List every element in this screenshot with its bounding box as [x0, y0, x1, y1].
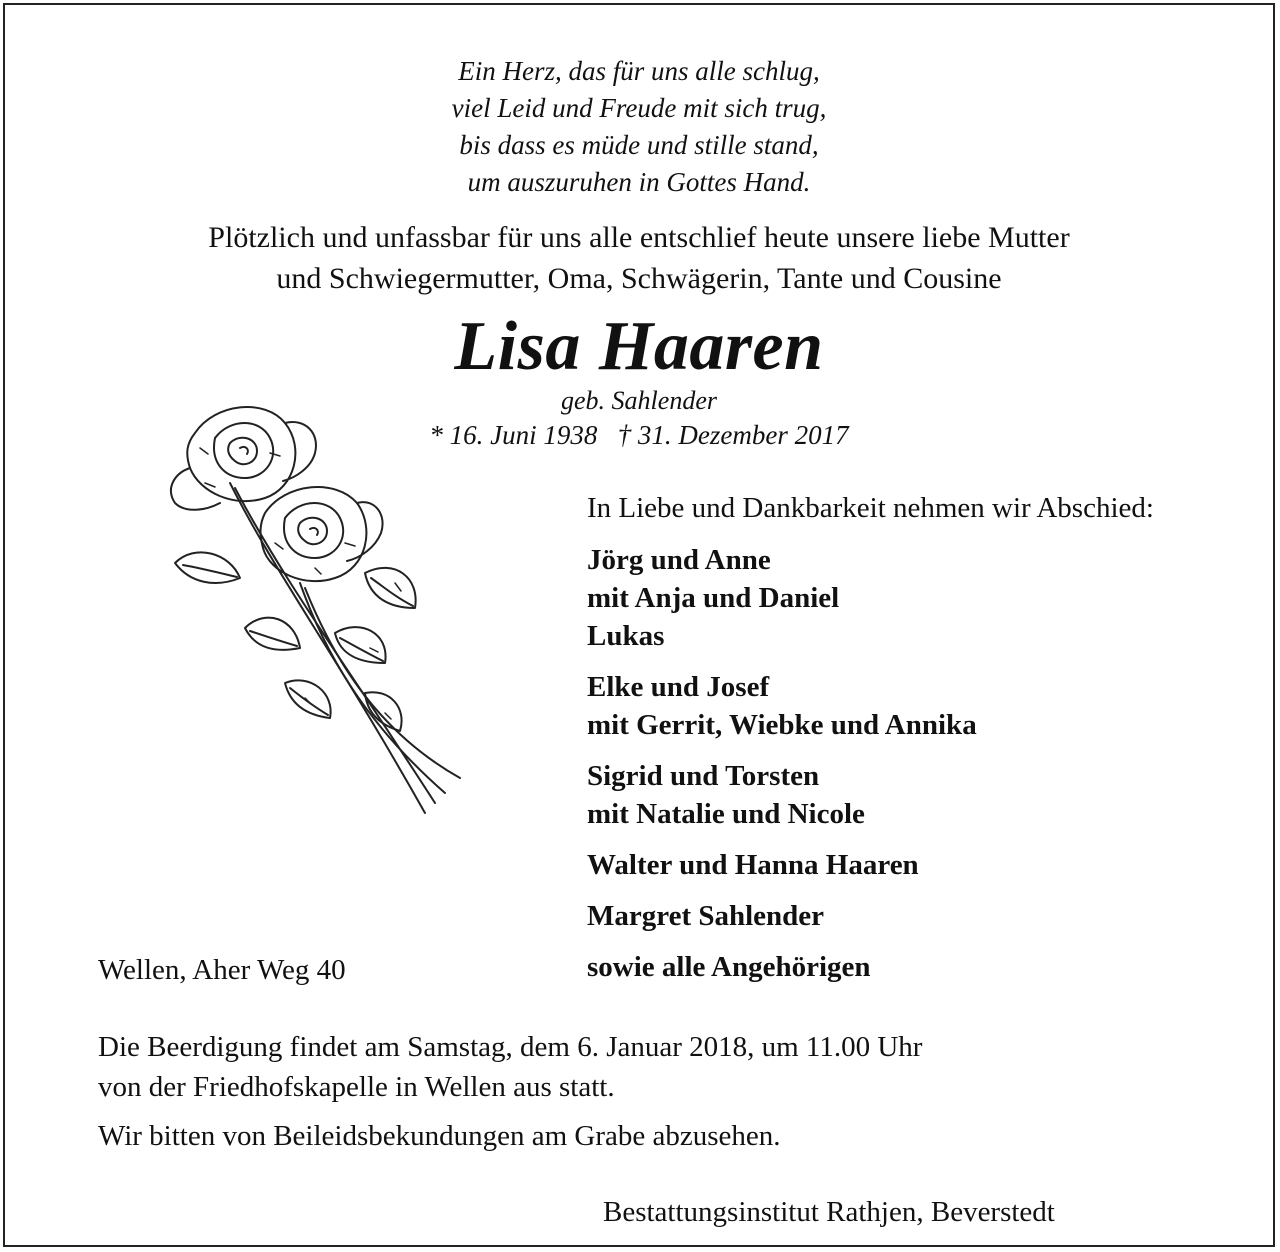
deceased-name: Lisa Haaren	[454, 308, 824, 385]
family-line: Walter und Hanna Haaren	[587, 849, 919, 881]
roses-drawing-icon	[135, 393, 480, 838]
intro-line: und Schwiegermutter, Oma, Schwägerin, Tante und Cousine	[276, 262, 1002, 295]
family-list	[587, 489, 1267, 999]
intro-text	[5, 217, 1273, 299]
poem-line: Ein Herz, das für uns alle schlug,	[458, 56, 820, 86]
family-line: Elke und Josef	[587, 671, 770, 703]
funeral-info	[98, 1027, 922, 1107]
funeral-line: Die Beerdigung findet am Samstag, dem 6. Januar 2018, um 11.00 Uhr	[98, 1031, 923, 1063]
family-group	[587, 846, 1267, 884]
family-line: sowie alle Angehörigen	[587, 951, 871, 983]
poem-line: viel Leid und Freude mit sich trug,	[451, 93, 827, 123]
intro-line: Plötzlich und unfassbar für uns alle entschlief heute unsere liebe Mutter	[208, 221, 1070, 254]
family-group	[587, 757, 1267, 833]
condolence-request: Wir bitten von Beileidsbekundungen am Grabe abzusehen.	[98, 1120, 781, 1152]
poem-line: bis dass es müde und stille stand,	[459, 130, 819, 160]
family-line: Sigrid und Torsten	[587, 760, 820, 792]
family-group	[587, 668, 1267, 744]
poem	[5, 53, 1273, 201]
family-lead: In Liebe und Dankbarkeit nehmen wir Abschied:	[587, 492, 1154, 524]
family-line: Jörg und Anne	[587, 544, 771, 576]
obituary-notice	[3, 3, 1275, 1247]
birth-name: geb. Sahlender	[561, 386, 717, 415]
family-line: Margret Sahlender	[587, 900, 825, 932]
life-dates: * 16. Juni 1938 † 31. Dezember 2017	[429, 420, 849, 450]
family-line: mit Gerrit, Wiebke und Annika	[587, 709, 977, 741]
undertaker: Bestattungsinstitut Rathjen, Beverstedt	[603, 1196, 1055, 1228]
family-line: mit Anja und Daniel	[587, 582, 840, 614]
family-line: Lukas	[587, 620, 665, 652]
family-group	[587, 541, 1267, 655]
family-group	[587, 897, 1267, 935]
poem-line: um auszuruhen in Gottes Hand.	[467, 167, 811, 197]
address: Wellen, Aher Weg 40	[98, 954, 346, 986]
family-group	[587, 948, 1267, 986]
family-line: mit Natalie und Nicole	[587, 798, 865, 830]
funeral-line: von der Friedhofskapelle in Wellen aus statt.	[98, 1071, 615, 1103]
